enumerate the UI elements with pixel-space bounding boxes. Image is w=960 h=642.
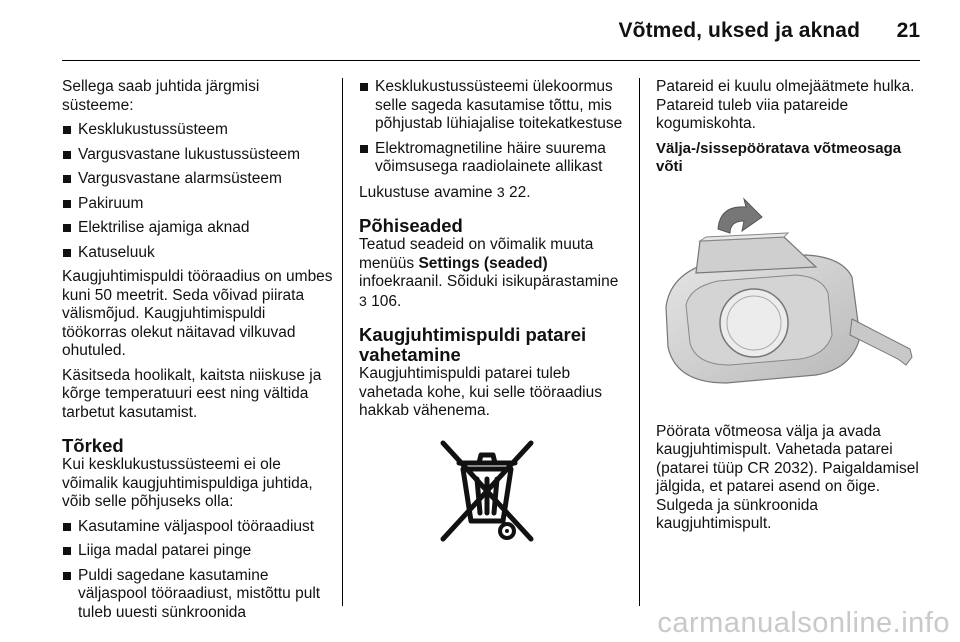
basic-text-1: Teatud seadeid on võimalik muuta menüüs xyxy=(359,236,594,272)
faults-intro: Kui kesklukustussüsteemi ei ole võimalik kaugjuhtimispuldiga juhtida, võib selle põhjuseks olla: xyxy=(62,456,313,510)
systems-list xyxy=(62,121,334,262)
page-title: Võtmed, uksed ja aknad xyxy=(618,19,860,42)
list-item: Elektrilise ajamiga aknad xyxy=(62,219,334,238)
page-ref-icon: 3 xyxy=(359,292,367,309)
basic-settings-heading: Põhiseaded xyxy=(359,215,463,236)
list-item: Pakiruum xyxy=(62,195,334,214)
folding-key-heading: Välja-/sissepööratava võtmeosaga võti xyxy=(656,139,902,175)
page-ref-icon: 3 xyxy=(496,183,505,200)
settings-menu-label: Settings (seaded) xyxy=(418,254,548,272)
unlock-text: Lukustuse avamine xyxy=(359,183,493,201)
list-item: Kesklukustussüsteemi ülekoormus selle sageda kasutamise tõttu, mis põhjustab lühiajalise toitekatkestuse xyxy=(359,78,627,134)
faults-list xyxy=(62,518,334,623)
page-number: 21 xyxy=(896,19,920,42)
list-item: Kasutamine väljaspool tööraadiust xyxy=(62,518,334,537)
column-divider xyxy=(342,78,343,606)
disposal-paragraph: Patareid ei kuulu olmejäätmete hulka. Patareid tuleb viia patareide kogumiskohta. xyxy=(656,78,915,132)
column-3 xyxy=(656,78,926,540)
basic-ref-link[interactable]: 106. xyxy=(371,292,402,310)
basic-settings-paragraph xyxy=(359,236,627,311)
intro-paragraph: Sellega saab juhtida järgmisi süsteeme: xyxy=(62,78,260,114)
unlock-paragraph xyxy=(359,183,627,203)
unlock-ref-link[interactable]: 22. xyxy=(508,183,531,201)
folding-key-instructions: Pöörata võtmeosa välja ja avada kaugjuhtimispult. Vahetada patarei (patarei tüüp CR 2032). Paigaldamisel jälgida, et patarei asend on õige. Sulgeda ja sünkroonida kaugjuhtimispult. xyxy=(656,422,919,532)
column-2 xyxy=(359,78,627,547)
list-item: Vargusvastane lukustussüsteem xyxy=(62,146,334,165)
faults-heading: Tõrked xyxy=(62,435,124,456)
battery-heading: Kaugjuhtimispuldi patarei vahetamine xyxy=(359,324,587,365)
list-item: Puldi sagedane kasutamine väljaspool tööraadiust, mistõttu pult tuleb uuesti sünkroonida xyxy=(62,567,334,623)
battery-paragraph: Kaugjuhtimispuldi patarei tuleb vahetada kohe, kui selle tööraadius hakkab vähenema. xyxy=(359,365,602,419)
list-item: Katuseluuk xyxy=(62,244,334,263)
column-1 xyxy=(62,78,334,628)
range-paragraph: Kaugjuhtimispuldi tööraadius on umbes kuni 50 meetrit. Seda võivad piirata välismõjud. Kaugjuhtimispuldi töökorras olekut näitavad vilkuvad ohutuled. xyxy=(62,268,333,359)
crossed-bin-icon xyxy=(435,435,539,547)
list-item: Elektromagnetiline häire suurema võimsusega raadiolainete allikast xyxy=(359,140,627,177)
basic-text-2: infoekraanil. Sõiduki isikupärastamine xyxy=(359,273,619,290)
column-divider xyxy=(639,78,640,606)
watermark-text: carmanualsonline.info xyxy=(657,607,950,639)
list-item: Vargusvastane alarmsüsteem xyxy=(62,170,334,189)
care-paragraph: Käsitseda hoolikalt, kaitsta niiskuse ja kõrge temperatuuri eest ning vältida tarbetut kasutamist. xyxy=(62,366,322,421)
list-item: Liiga madal patarei pinge xyxy=(62,542,334,561)
key-battery-illustration xyxy=(656,197,920,409)
faults-list-continued xyxy=(359,78,627,177)
page-header xyxy=(62,14,920,61)
list-item: Kesklukustussüsteem xyxy=(62,121,334,140)
